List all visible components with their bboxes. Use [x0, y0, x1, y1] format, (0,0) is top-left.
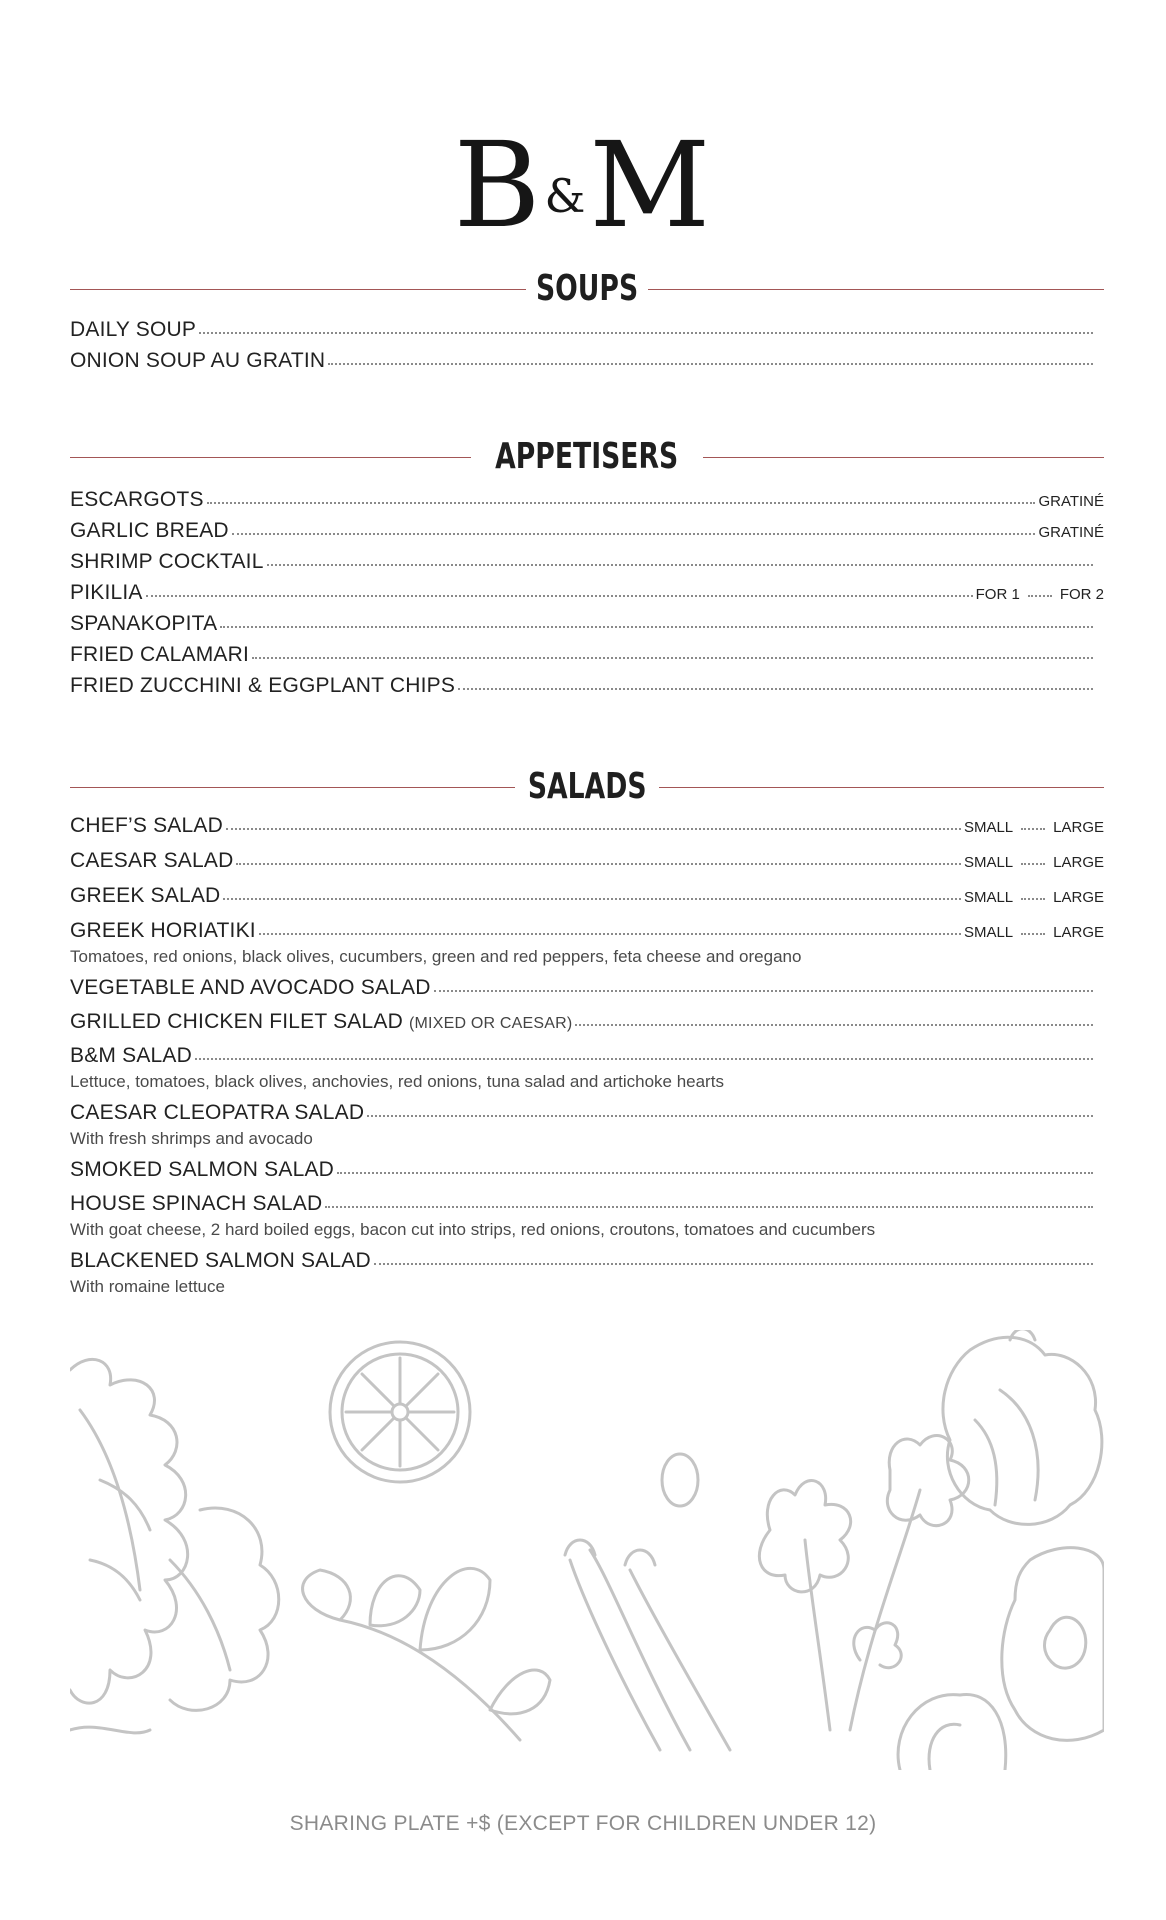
item-name: BLACKENED SALMON SALAD	[70, 1249, 371, 1272]
size-small: SMALL	[963, 889, 1014, 906]
soups-heading	[70, 264, 1104, 314]
item-name: VEGETABLE AND AVOCADO SALAD	[70, 976, 431, 999]
salads-list	[70, 814, 1104, 1306]
item-name: GREEK SALAD	[70, 884, 221, 907]
footer-note: SHARING PLATE +$ (EXCEPT FOR CHILDREN UNDER 12)	[289, 1812, 877, 1835]
vegetable-illustration	[70, 1330, 1104, 1770]
item-note: (MIXED OR CAESAR)	[409, 1015, 573, 1032]
item-name: GREEK HORIATIKI	[70, 919, 256, 942]
menu-item	[70, 976, 1104, 1010]
leader-dots	[267, 564, 1093, 566]
menu-item	[70, 674, 1104, 705]
item-option: GRATINÉ	[1038, 493, 1104, 510]
item-name	[70, 1010, 572, 1034]
menu-item	[70, 884, 1104, 919]
cabbage-icon	[898, 1694, 1006, 1770]
leader-dots	[367, 1115, 1093, 1117]
menu-item	[70, 581, 1104, 612]
herb-sprig-icon	[303, 1568, 550, 1740]
asparagus-icon	[565, 1540, 730, 1750]
divider-line	[70, 457, 471, 458]
menu-item	[70, 1192, 1104, 1223]
item-name: PIKILIA	[70, 581, 143, 604]
leader-dots	[374, 1263, 1093, 1265]
menu-item	[70, 318, 1104, 349]
item-description: Tomatoes, red onions, black olives, cucumbers, green and red peppers, feta cheese and oregano	[70, 947, 802, 966]
leader-dots	[207, 502, 1036, 504]
section-title: APPETISERS	[495, 436, 679, 477]
menu-item	[70, 814, 1104, 849]
size-small: SMALL	[963, 924, 1014, 941]
leader-dots	[146, 595, 973, 597]
size-large: LARGE	[1053, 889, 1104, 906]
parsley-icon	[759, 1436, 968, 1730]
menu-item	[70, 1044, 1104, 1075]
soups-list	[70, 318, 1104, 380]
size-small: SMALL	[963, 854, 1014, 871]
leader-dots	[1028, 595, 1052, 597]
menu-item	[70, 488, 1104, 519]
menu-item	[70, 550, 1104, 581]
leader-dots	[434, 990, 1093, 992]
appetisers-list	[70, 488, 1104, 705]
item-name: FRIED ZUCCHINI & EGGPLANT CHIPS	[70, 674, 456, 697]
item-description: Lettuce, tomatoes, black olives, anchovies, red onions, tuna salad and artichoke hearts	[70, 1072, 724, 1091]
item-description: With romaine lettuce	[70, 1277, 225, 1296]
leader-dots	[337, 1172, 1093, 1174]
pepper-half-icon	[1002, 1548, 1104, 1741]
menu-item	[70, 612, 1104, 643]
restaurant-logo: B&M	[453, 116, 713, 254]
menu-item	[70, 1158, 1104, 1192]
divider-line	[648, 289, 1104, 290]
leader-dots	[1021, 933, 1045, 935]
leader-dots	[252, 657, 1093, 659]
leader-dots	[575, 1024, 1093, 1026]
item-description: With goat cheese, 2 hard boiled eggs, bacon cut into strips, red onions, croutons, tomatoes and cucumbers	[70, 1220, 876, 1239]
leader-dots	[195, 1058, 1093, 1060]
leader-dots	[1021, 898, 1045, 900]
item-name: CAESAR SALAD	[70, 849, 234, 872]
item-name: CHEF’S SALAD	[70, 814, 223, 837]
size-large: LARGE	[1053, 924, 1104, 941]
bell-pepper-icon	[943, 1330, 1102, 1524]
section-title: SOUPS	[535, 268, 639, 309]
divider-line	[70, 289, 526, 290]
lemon-slice-icon	[330, 1342, 470, 1482]
menu-item	[70, 643, 1104, 674]
appetisers-heading	[70, 432, 1104, 482]
lettuce-icon	[70, 1359, 279, 1733]
olive-icon	[662, 1454, 698, 1506]
item-name: ONION SOUP AU GRATIN	[70, 349, 326, 372]
leader-dots	[259, 933, 961, 935]
item-name: FRIED CALAMARI	[70, 643, 249, 666]
size-large: LARGE	[1053, 819, 1104, 836]
item-option: FOR 1	[975, 586, 1020, 603]
item-name: SPANAKOPITA	[70, 612, 218, 635]
item-name: B&M SALAD	[70, 1044, 193, 1067]
item-name: HOUSE SPINACH SALAD	[70, 1192, 323, 1215]
item-option: FOR 2	[1059, 586, 1104, 603]
size-large: LARGE	[1053, 854, 1104, 871]
size-small: SMALL	[963, 819, 1014, 836]
leader-dots	[199, 332, 1093, 334]
item-name: GARLIC BREAD	[70, 519, 229, 542]
menu-item	[70, 919, 1104, 950]
divider-line	[659, 787, 1104, 788]
leader-dots	[458, 688, 1093, 690]
item-name: SMOKED SALMON SALAD	[70, 1158, 335, 1181]
leader-dots	[1021, 863, 1045, 865]
leader-dots	[223, 898, 961, 900]
menu-item	[70, 1101, 1104, 1132]
item-name: DAILY SOUP	[70, 318, 197, 341]
leader-dots	[328, 363, 1093, 365]
leader-dots	[226, 828, 961, 830]
item-name: SHRIMP COCKTAIL	[70, 550, 264, 573]
salads-heading	[70, 762, 1104, 812]
menu-item	[70, 349, 1104, 380]
leader-dots	[325, 1206, 1093, 1208]
leader-dots	[236, 863, 960, 865]
leader-dots	[220, 626, 1093, 628]
leader-dots	[232, 533, 1036, 535]
divider-line	[703, 457, 1104, 458]
menu-item	[70, 1249, 1104, 1280]
leader-dots	[1021, 828, 1045, 830]
menu-item	[70, 519, 1104, 550]
section-title: SALADS	[527, 766, 647, 807]
menu-item	[70, 849, 1104, 884]
item-name: ESCARGOTS	[70, 488, 204, 511]
item-name: CAESAR CLEOPATRA SALAD	[70, 1101, 365, 1124]
divider-line	[70, 787, 515, 788]
item-description: With fresh shrimps and avocado	[70, 1129, 313, 1148]
item-name-text: GRILLED CHICKEN FILET SALAD	[70, 1010, 403, 1033]
item-option: GRATINÉ	[1038, 524, 1104, 541]
menu-item	[70, 1010, 1104, 1044]
